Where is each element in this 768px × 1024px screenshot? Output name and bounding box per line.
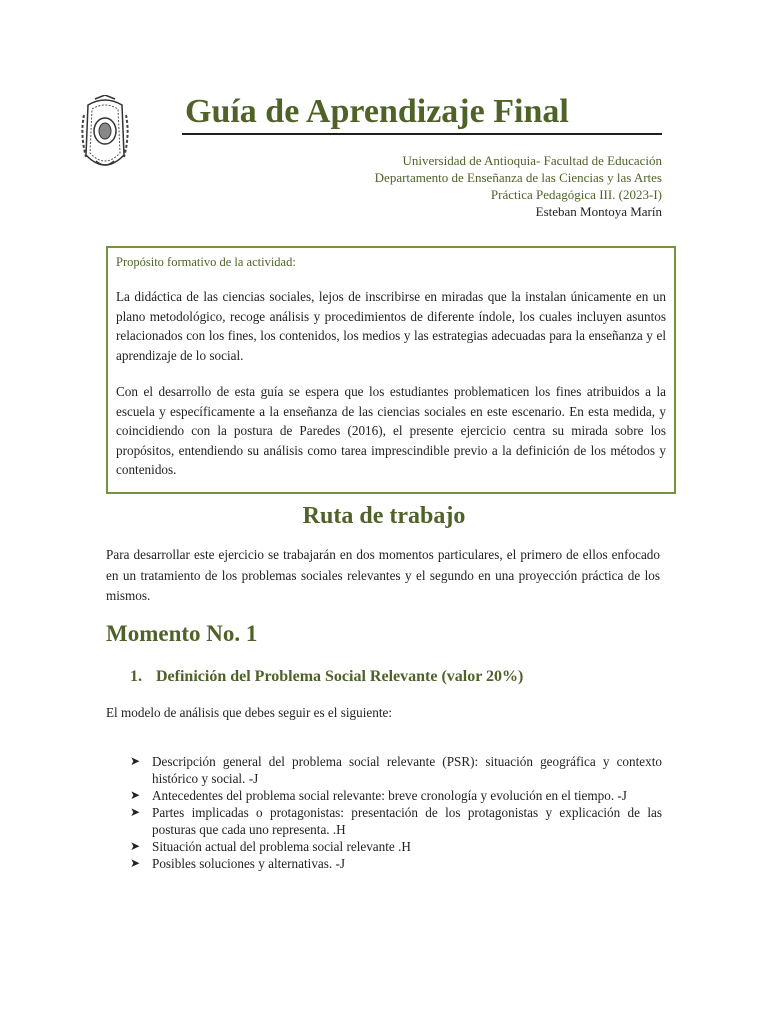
subsection-title: Definición del Problema Social Relevante (valor 20%) (156, 668, 524, 685)
section-heading-momento: Momento No. 1 (106, 621, 258, 646)
ruta-intro-paragraph: Para desarrollar este ejercicio se trabajarán en dos momentos particulares, el primero de ellos enfocado en un tratamiento de los problemas sociales relevantes y el segundo en una proyección práctica de los mismos. (106, 547, 660, 603)
analysis-model-list (130, 753, 662, 872)
arrowhead-bullet-icon: ➤ (130, 856, 141, 870)
subsection-heading (130, 666, 523, 688)
list-item-text: Descripción general del problema social relevante (PSR): situación geográfica y contexto histórico y social. -J (152, 754, 662, 786)
list-item (130, 753, 662, 787)
arrowhead-bullet-icon: ➤ (130, 788, 141, 802)
arrowhead-bullet-icon: ➤ (130, 754, 141, 768)
list-item-text: Situación actual del problema social relevante .H (152, 839, 411, 854)
list-item-text: Posibles soluciones y alternativas. -J (152, 856, 346, 871)
purpose-label: Propósito formativo de la actividad: (116, 255, 296, 269)
list-item (130, 787, 662, 804)
document-meta (375, 152, 662, 220)
list-item (130, 804, 662, 838)
arrowhead-bullet-icon: ➤ (130, 839, 141, 853)
arrowhead-bullet-icon: ➤ (130, 805, 141, 819)
model-intro-text: El modelo de análisis que debes seguir es el siguiente: (106, 705, 393, 720)
section-heading-ruta: Ruta de trabajo (302, 503, 466, 529)
purpose-paragraph-1: La didáctica de las ciencias sociales, lejos de inscribirse en miradas que la instalan únicamente en un plano metodológico, recoge análisis y procedimientos de diferente índole, los cuales incluyen asuntos relacionados con los fines, los contenidos, los medios y las estrategias adecuadas para la enseñanza y el aprendizaje de lo social. (116, 289, 666, 363)
meta-author: Esteban Montoya Marín (535, 204, 662, 219)
title-underline (182, 133, 662, 135)
purpose-paragraph-2: Con el desarrollo de esta guía se espera que los estudiantes problematicen los fines atribuidos a la escuela y específicamente a la enseñanza de las ciencias sociales en este escenario. En esta medida, y coincidiendo con la postura de Paredes (2016), el presente ejercicio centra su mirada sobre los propósitos, entendiendo su análisis como tarea imprescindible previo a la definición de los métodos y contenidos. (116, 384, 666, 477)
subsection-number: 1. (130, 668, 142, 685)
meta-university: Universidad de Antioquia- Facultad de Educación (402, 153, 662, 168)
meta-department: Departamento de Enseñanza de las Ciencias y las Artes (374, 170, 662, 185)
list-item (130, 838, 662, 855)
list-item (130, 855, 662, 872)
list-item-text: Partes implicadas o protagonistas: presentación de los protagonistas y explicación de las posturas que cada uno representa. .H (152, 805, 662, 837)
document-title: Guía de Aprendizaje Final (185, 93, 569, 130)
purpose-box (106, 246, 676, 494)
meta-course: Práctica Pedagógica III. (2023-I) (490, 187, 662, 202)
list-item-text: Antecedentes del problema social relevante: breve cronología y evolución en el tiempo. -J (152, 788, 627, 803)
university-seal-icon (80, 95, 130, 175)
